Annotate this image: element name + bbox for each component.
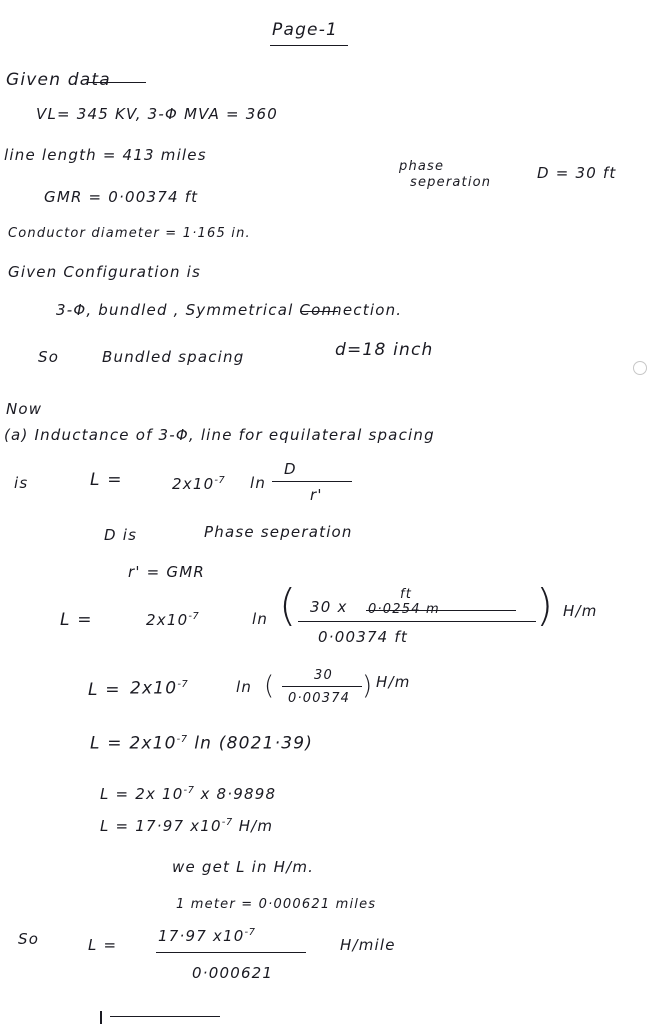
eq1-close-paren: ) xyxy=(536,580,554,631)
formula-lhs: L = xyxy=(90,470,123,490)
eq1-open-paren: ( xyxy=(279,580,297,631)
formula-coef: $2x10^{-7}$ xyxy=(172,475,226,493)
is-label: is xyxy=(14,474,29,492)
eq1-numerator: 30 x xyxy=(310,598,348,616)
final-denominator: 0·000621 xyxy=(192,964,274,982)
eq1-lhs: L = xyxy=(60,610,93,630)
final-unit: H/mile xyxy=(340,936,396,954)
bottom-rule xyxy=(110,1016,220,1017)
now-label: Now xyxy=(6,400,43,418)
d-is-desc: Phase seperation xyxy=(204,523,353,541)
line-length: line length = 413 miles xyxy=(4,146,207,164)
given-heading: Given data xyxy=(6,70,111,90)
eq1-coef: $2x10^{-7}$ xyxy=(146,611,200,629)
formula-ln: ln xyxy=(250,474,267,492)
eq2-coef: $2x10^{-7}$ xyxy=(130,678,189,699)
part-a-line: (a) Inductance of 3-Φ, line for equilateral spacing xyxy=(4,426,435,444)
config-line: Given Configuration is xyxy=(8,263,202,281)
r-prime-line: r' = GMR xyxy=(128,563,205,581)
final-so: So xyxy=(18,930,40,948)
bottom-pen-stroke xyxy=(100,1011,102,1024)
eq2-lhs: L = xyxy=(88,680,121,700)
page-label: Page-1 xyxy=(272,20,339,40)
voltage-line: VL= 345 KV, 3-Φ MVA = 360 xyxy=(36,105,278,123)
eq4-line: L = 2x $10^{-7}$ x 8·9898 xyxy=(100,785,277,803)
we-get-line: we get L in H/m. xyxy=(172,858,315,876)
d-is-label: D is xyxy=(104,526,138,544)
given-heading-strike xyxy=(88,82,146,83)
eq2-unit: H/m xyxy=(376,673,411,691)
phase-sep-value: D = 30 ft xyxy=(537,164,617,182)
eq2-close-paren: ) xyxy=(362,671,373,701)
eq1-unit: H/m xyxy=(563,602,598,620)
formula-numerator: D xyxy=(284,460,297,478)
eq2-fraction-bar xyxy=(282,686,362,687)
page-label-underline xyxy=(270,45,348,46)
final-lhs: L = xyxy=(88,936,118,954)
formula-denominator: r' xyxy=(310,486,323,504)
eq1-ln: ln xyxy=(252,610,269,628)
gmr-line: GMR = 0·00374 ft xyxy=(44,188,199,206)
eq2-numerator: 30 xyxy=(314,668,333,683)
eq2-open-paren: ( xyxy=(264,671,275,701)
config-detail-strike xyxy=(300,311,338,312)
phase-sep-label2: seperation xyxy=(410,175,492,190)
config-detail: 3-Φ, bundled , Symmetrical Connection. xyxy=(56,301,403,319)
bundled-text: Bundled spacing xyxy=(102,348,245,366)
eq1-denominator: 0·00374 ft xyxy=(318,628,408,646)
eq2-denominator: 0·00374 xyxy=(288,691,351,706)
phase-sep-label: phase xyxy=(399,159,445,174)
bundled-value: d=18 inch xyxy=(335,340,434,360)
eq1-strike-line xyxy=(366,610,516,611)
eq1-numerator-ft: ft xyxy=(400,587,413,602)
eq1-numerator-struck: 0·0254 m xyxy=(368,602,440,617)
bundled-so: So xyxy=(38,348,60,366)
final-fraction-bar xyxy=(156,952,306,953)
meter-conversion: 1 meter = 0·000621 miles xyxy=(176,897,377,912)
eq1-fraction-bar xyxy=(298,621,536,622)
eq2-ln: ln xyxy=(236,678,253,696)
formula-fraction-bar xyxy=(272,481,352,482)
page-corner-mark xyxy=(633,361,647,375)
eq3-line: $L = 2x10^{-7}$ ln (8021·39) xyxy=(90,733,314,754)
conductor-line: Conductor diameter = 1·165 in. xyxy=(8,226,251,241)
final-numerator: 17·97 $x10^{-7}$ xyxy=(158,927,256,945)
eq5-line: L = 17·97 $x10^{-7}$ H/m xyxy=(100,817,274,835)
